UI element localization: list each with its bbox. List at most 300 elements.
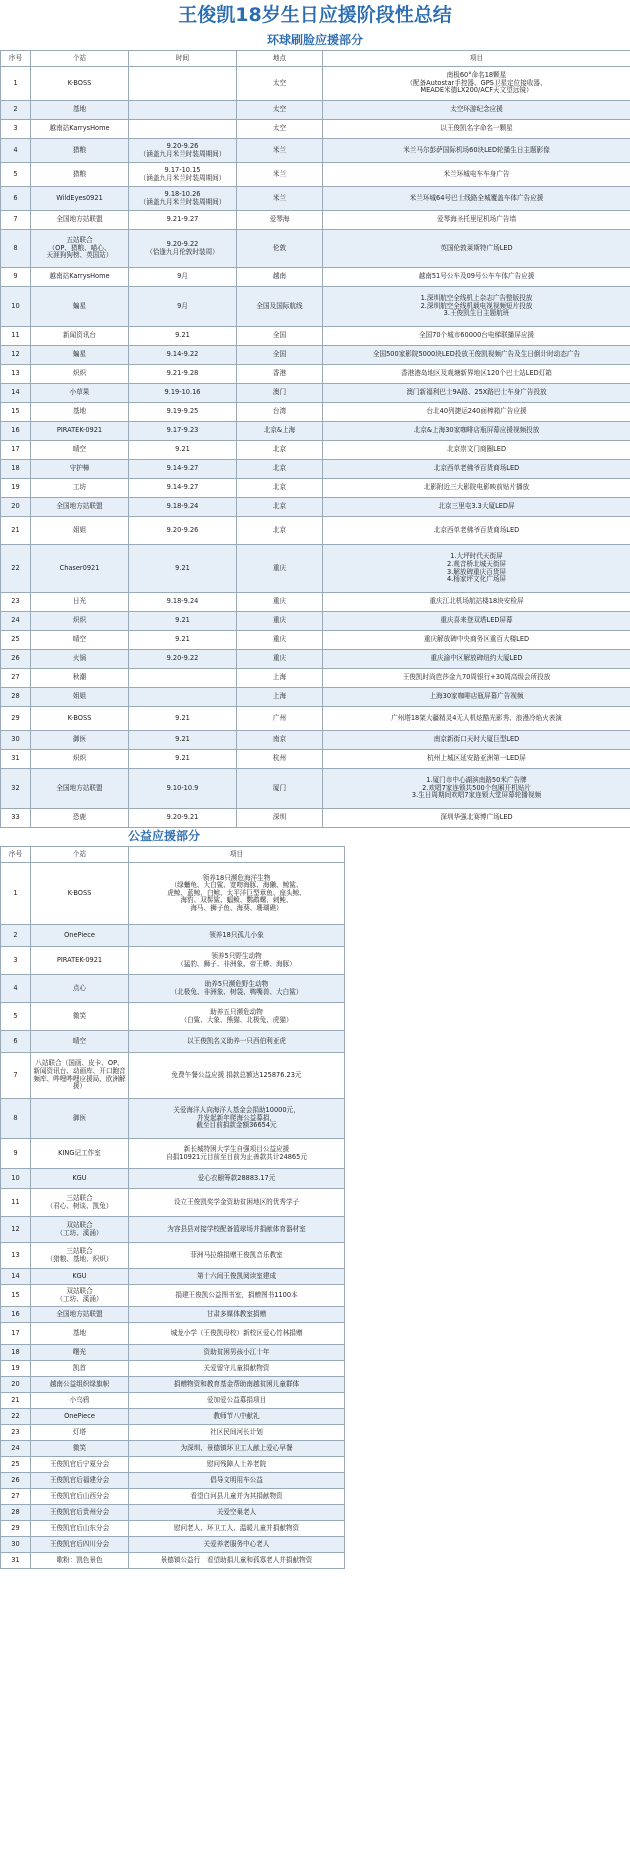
cell-project: 爱琴海圣托里尼机场广告墙 bbox=[323, 211, 630, 230]
table-header-row bbox=[1, 847, 345, 863]
cell-no: 2 bbox=[1, 925, 31, 947]
cell-project: 台北40列捷运240面棒箱广告应援 bbox=[323, 403, 630, 422]
cell-project: 重庆喜来登双塔LED屏幕 bbox=[323, 612, 630, 631]
table-row bbox=[1, 593, 630, 612]
table-row bbox=[1, 230, 630, 268]
cell-no: 4 bbox=[1, 139, 31, 163]
table-row bbox=[1, 1323, 345, 1345]
table-row bbox=[1, 120, 630, 139]
cell-no: 4 bbox=[1, 975, 31, 1003]
cell-no: 20 bbox=[1, 1377, 31, 1393]
cell-site: 晴空 bbox=[31, 631, 129, 650]
cell-project: 为深圳、景德镇环卫工人献上爱心早餐 bbox=[129, 1441, 345, 1457]
table-row bbox=[1, 925, 345, 947]
table-row bbox=[1, 1269, 345, 1285]
table-row bbox=[1, 441, 630, 460]
cell-no: 25 bbox=[1, 1457, 31, 1473]
cell-project: 重庆江北机场航站楼18块安检屏 bbox=[323, 593, 630, 612]
cell-time bbox=[129, 101, 237, 120]
cell-site: 全国地方站联盟 bbox=[31, 1307, 129, 1323]
cell-project: 教师节八中献礼 bbox=[129, 1409, 345, 1425]
cell-no: 22 bbox=[1, 1409, 31, 1425]
table-row bbox=[1, 750, 630, 769]
table-row bbox=[1, 650, 630, 669]
cell-no: 33 bbox=[1, 809, 31, 828]
cell-no: 28 bbox=[1, 688, 31, 707]
cell-site: 歌粉：凯色景色 bbox=[31, 1553, 129, 1569]
table-row bbox=[1, 163, 630, 187]
cell-place: 爱琴海 bbox=[237, 211, 323, 230]
cell-place: 厦门 bbox=[237, 769, 323, 809]
table-row bbox=[1, 1393, 345, 1409]
cell-place: 杭州 bbox=[237, 750, 323, 769]
cell-no: 12 bbox=[1, 346, 31, 365]
table-row bbox=[1, 1099, 345, 1139]
cell-time: 9.20-9.22 bbox=[129, 650, 237, 669]
table-row bbox=[1, 139, 630, 163]
table-row bbox=[1, 1457, 345, 1473]
cell-no: 6 bbox=[1, 187, 31, 211]
cell-site: 小乌鸦 bbox=[31, 1393, 129, 1409]
cell-site: 基地 bbox=[31, 101, 129, 120]
cell-project: 北影附近三大影院电影映前贴片播放 bbox=[323, 479, 630, 498]
cell-place: 全国 bbox=[237, 327, 323, 346]
cell-project: 慰问残障人士养老院 bbox=[129, 1457, 345, 1473]
cell-no: 10 bbox=[1, 287, 31, 327]
cell-no: 14 bbox=[1, 384, 31, 403]
table-row bbox=[1, 211, 630, 230]
cell-site: 工坊 bbox=[31, 479, 129, 498]
table-row bbox=[1, 1217, 345, 1243]
cell-site: 秋潮 bbox=[31, 669, 129, 688]
cell-project: 杭州上城区延安路亚洲第一LED屏 bbox=[323, 750, 630, 769]
cell-no: 1 bbox=[1, 67, 31, 101]
cell-site: 姐姐 bbox=[31, 517, 129, 545]
cell-project: 米兰环城电车车身广告 bbox=[323, 163, 630, 187]
cell-place: 重庆 bbox=[237, 612, 323, 631]
cell-no: 23 bbox=[1, 1425, 31, 1441]
cell-no: 9 bbox=[1, 1139, 31, 1169]
cell-no: 29 bbox=[1, 1521, 31, 1537]
cell-site: 御医 bbox=[31, 731, 129, 750]
cell-no: 29 bbox=[1, 707, 31, 731]
cell-site: 炽炽 bbox=[31, 612, 129, 631]
cell-time: 9月 bbox=[129, 268, 237, 287]
cell-time bbox=[129, 669, 237, 688]
header-site: 个站 bbox=[31, 51, 129, 67]
cell-time: 9.17-9.23 bbox=[129, 422, 237, 441]
page-title: 王俊凯18岁生日应援阶段性总结 bbox=[178, 4, 452, 27]
cell-project: 捐赠物资和教育基金帮助南越贫困儿童群体 bbox=[129, 1377, 345, 1393]
cell-site: Chaser0921 bbox=[31, 545, 129, 593]
header-project: 项目 bbox=[323, 51, 630, 67]
cell-project: 1.厦门市中心湖滨南路50米广告牌 2.欢唱7家连锁共500个包厢开机贴片 3.生日周期间欢唱7家连锁大堂屏幕轮播视频 bbox=[323, 769, 630, 809]
cell-project: 倡导文明用车公益 bbox=[129, 1473, 345, 1489]
cell-project: 社区民间河长计划 bbox=[129, 1425, 345, 1441]
table-row bbox=[1, 1537, 345, 1553]
cell-place: 太空 bbox=[237, 67, 323, 101]
table-row bbox=[1, 809, 630, 828]
table-row bbox=[1, 707, 630, 731]
cell-time: 9.21-9.27 bbox=[129, 211, 237, 230]
table-row bbox=[1, 1553, 345, 1569]
cell-time: 9月 bbox=[129, 287, 237, 327]
cell-place: 北京 bbox=[237, 498, 323, 517]
cell-time: 9.17-10.15 （涵盖九月米兰时装周期间） bbox=[129, 163, 237, 187]
cell-site: 越南公益组织绿旗帜 bbox=[31, 1377, 129, 1393]
cell-time: 9.18-9.24 bbox=[129, 498, 237, 517]
cell-site: 点心 bbox=[31, 975, 129, 1003]
cell-site: 炽炽 bbox=[31, 365, 129, 384]
cell-project: 以王俊凯名义助养一只西伯利亚虎 bbox=[129, 1031, 345, 1053]
cell-project: 1.深圳航空全线机上杂志广告整版投放 2.深圳航空全线机载电视视频短片投放 3.王俊凯生日主题航班 bbox=[323, 287, 630, 327]
cell-time: 9.20-9.21 bbox=[129, 809, 237, 828]
cell-time: 9.21 bbox=[129, 545, 237, 593]
cell-site: 基地 bbox=[31, 1323, 129, 1345]
cell-time bbox=[129, 67, 237, 101]
cell-site: 小草果 bbox=[31, 384, 129, 403]
cell-place: 太空 bbox=[237, 101, 323, 120]
cell-time: 9.19-9.25 bbox=[129, 403, 237, 422]
table-row bbox=[1, 1473, 345, 1489]
cell-no: 30 bbox=[1, 731, 31, 750]
table-row bbox=[1, 612, 630, 631]
cell-no: 21 bbox=[1, 517, 31, 545]
cell-project: 关爱海洋人向海洋人基金会捐助10000元， 并发起新年爬海公益募捐， 截至目前捐款金额36654元 bbox=[129, 1099, 345, 1139]
cell-project: 助养五只濒危动物 （白鲨、大象、熊猫、北极兔、虎猫） bbox=[129, 1003, 345, 1031]
cell-project: 广州塔18架大疆精灵4无人机炫酷光影秀、浪漫冷焰火表演 bbox=[323, 707, 630, 731]
cell-project: 重庆渝中区解放碑纽约大厦LED bbox=[323, 650, 630, 669]
cell-place: 全国 bbox=[237, 346, 323, 365]
cell-site: 晴空 bbox=[31, 1031, 129, 1053]
cell-site: 三站联合 （猎粮、基地、炽炽） bbox=[31, 1243, 129, 1269]
cell-project: 澳门新福利巴士9A路、25X路巴士车身广告投放 bbox=[323, 384, 630, 403]
cell-project: 景德镇公益行 看望助捐儿童和孤寡老人并捐献物资 bbox=[129, 1553, 345, 1569]
table-row bbox=[1, 545, 630, 593]
cell-place: 重庆 bbox=[237, 545, 323, 593]
table-row bbox=[1, 1377, 345, 1393]
cell-site: 双站联合 （工坊、溪涌） bbox=[31, 1285, 129, 1307]
header-place: 地点 bbox=[237, 51, 323, 67]
cell-project: 太空环游纪念应援 bbox=[323, 101, 630, 120]
table-row bbox=[1, 1031, 345, 1053]
cell-time: 9.19-10.16 bbox=[129, 384, 237, 403]
cell-no: 16 bbox=[1, 422, 31, 441]
cell-no: 18 bbox=[1, 460, 31, 479]
cell-site: 猎粮 bbox=[31, 163, 129, 187]
cell-site: 猎粮 bbox=[31, 139, 129, 163]
cell-project: 关爱养老服务中心老人 bbox=[129, 1537, 345, 1553]
cell-project: 甘肃多媒体教室捐赠 bbox=[129, 1307, 345, 1323]
table-row bbox=[1, 479, 630, 498]
cell-no: 22 bbox=[1, 545, 31, 593]
cell-project: 北京三里屯3.3大厦LED屏 bbox=[323, 498, 630, 517]
table-row bbox=[1, 731, 630, 750]
cell-no: 3 bbox=[1, 120, 31, 139]
cell-place: 米兰 bbox=[237, 163, 323, 187]
cell-site: K-BOSS bbox=[31, 707, 129, 731]
cell-no: 5 bbox=[1, 163, 31, 187]
cell-site: 王俊凯官后福建分会 bbox=[31, 1473, 129, 1489]
cell-time: 9.18-10.26 （涵盖九月米兰时装周期间） bbox=[129, 187, 237, 211]
cell-site: 王俊凯官后山西分会 bbox=[31, 1489, 129, 1505]
cell-no: 21 bbox=[1, 1393, 31, 1409]
cell-time: 9.10-10.9 bbox=[129, 769, 237, 809]
cell-place: 香港 bbox=[237, 365, 323, 384]
table-row bbox=[1, 67, 630, 101]
cell-no: 27 bbox=[1, 669, 31, 688]
cell-project: 全国70个城市60000台电梯联播屏应援 bbox=[323, 327, 630, 346]
cell-place: 北京 bbox=[237, 479, 323, 498]
cell-no: 10 bbox=[1, 1169, 31, 1189]
table-row bbox=[1, 1409, 345, 1425]
cell-project: 香港港岛地区及观塘新界地区120个巴士站LED灯箱 bbox=[323, 365, 630, 384]
global-support-table bbox=[0, 50, 630, 828]
cell-no: 5 bbox=[1, 1003, 31, 1031]
cell-no: 15 bbox=[1, 403, 31, 422]
cell-no: 1 bbox=[1, 863, 31, 925]
cell-time: 9.14-9.27 bbox=[129, 460, 237, 479]
cell-time: 9.20-9.26 （涵盖九月米兰时装周期间） bbox=[129, 139, 237, 163]
cell-site: 微笑 bbox=[31, 1441, 129, 1457]
cell-no: 30 bbox=[1, 1537, 31, 1553]
table-row bbox=[1, 1285, 345, 1307]
cell-time: 9.21 bbox=[129, 707, 237, 731]
cell-no: 8 bbox=[1, 1099, 31, 1139]
table-row bbox=[1, 1505, 345, 1521]
cell-no: 32 bbox=[1, 769, 31, 809]
header-project: 项目 bbox=[129, 847, 345, 863]
cell-place: 北京 bbox=[237, 460, 323, 479]
cell-no: 17 bbox=[1, 441, 31, 460]
cell-site: 全国地方站联盟 bbox=[31, 211, 129, 230]
cell-no: 13 bbox=[1, 365, 31, 384]
cell-project: 关爱留守儿童捐献物资 bbox=[129, 1361, 345, 1377]
table-row bbox=[1, 1361, 345, 1377]
cell-no: 11 bbox=[1, 1189, 31, 1217]
cell-no: 7 bbox=[1, 211, 31, 230]
table-row bbox=[1, 688, 630, 707]
charity-support-table bbox=[0, 846, 345, 1569]
cell-no: 31 bbox=[1, 1553, 31, 1569]
cell-place: 台湾 bbox=[237, 403, 323, 422]
cell-site: 基地 bbox=[31, 403, 129, 422]
cell-project: 设立王俊凯奖学金资助贫困地区的优秀学子 bbox=[129, 1189, 345, 1217]
cell-site: 姐姐 bbox=[31, 688, 129, 707]
cell-site: 八站联合（国画、皮卡、OP、新闻资讯台、动画库、开口跑音频库、哔哩哔哩应援局、欧洲解援） bbox=[31, 1053, 129, 1099]
cell-project: 第十六间王俊凯阅读室建成 bbox=[129, 1269, 345, 1285]
cell-project: 上海30家咖啡店瓶屏幕广告视频 bbox=[323, 688, 630, 707]
cell-place: 上海 bbox=[237, 688, 323, 707]
table-row bbox=[1, 268, 630, 287]
cell-project: 关爱空巢老人 bbox=[129, 1505, 345, 1521]
cell-site: 蝙星 bbox=[31, 287, 129, 327]
cell-no: 18 bbox=[1, 1345, 31, 1361]
cell-time: 9.20-9.22 （恰逢九月伦敦时装周） bbox=[129, 230, 237, 268]
cell-no: 12 bbox=[1, 1217, 31, 1243]
cell-site: 王俊凯官后贵州分会 bbox=[31, 1505, 129, 1521]
cell-project: 领养18只濒危海洋生物 （绿蠵龟、大白鲨、宽吻海豚、海獭、鲸鲨、 虎鲸、蓝鲸、白鲸、太平洋巨型章鱼、座头鲸、 海豹、双髻鲨、蝠鲼、鹦鹉螺、刺鲀、 海马、狮子鱼、海葵、珊瑚礁） bbox=[129, 863, 345, 925]
cell-place: 重庆 bbox=[237, 631, 323, 650]
cell-site: 凯首 bbox=[31, 1361, 129, 1377]
cell-site: 全国地方站联盟 bbox=[31, 769, 129, 809]
cell-time: 9.21 bbox=[129, 631, 237, 650]
cell-no: 24 bbox=[1, 1441, 31, 1457]
cell-site: OnePiece bbox=[31, 1409, 129, 1425]
cell-place: 南京 bbox=[237, 731, 323, 750]
cell-project: 北京西单老佛爷百货商场LED bbox=[323, 460, 630, 479]
cell-no: 14 bbox=[1, 1269, 31, 1285]
cell-place: 全国及国际航线 bbox=[237, 287, 323, 327]
table-row bbox=[1, 403, 630, 422]
cell-place: 北京 bbox=[237, 517, 323, 545]
table-row bbox=[1, 1189, 345, 1217]
cell-site: K-BOSS bbox=[31, 67, 129, 101]
cell-time: 9.14-9.22 bbox=[129, 346, 237, 365]
cell-project: 爱心衣橱筹款28883.17元 bbox=[129, 1169, 345, 1189]
cell-site: 五站联合 （OP、猎粮、喵心、 天涯狗狗榜、英国站） bbox=[31, 230, 129, 268]
table-row bbox=[1, 187, 630, 211]
cell-time: 9.21 bbox=[129, 612, 237, 631]
cell-place: 澳门 bbox=[237, 384, 323, 403]
cell-no: 7 bbox=[1, 1053, 31, 1099]
cell-place: 广州 bbox=[237, 707, 323, 731]
cell-site: 越南站KarrysHome bbox=[31, 120, 129, 139]
header-site: 个站 bbox=[31, 847, 129, 863]
table-row bbox=[1, 669, 630, 688]
table-row bbox=[1, 863, 345, 925]
table-row bbox=[1, 1489, 345, 1505]
table-row bbox=[1, 365, 630, 384]
cell-project: 英国伦敦莱斯特广场LED bbox=[323, 230, 630, 268]
cell-site: 守护樟 bbox=[31, 460, 129, 479]
cell-project: 南极60°命名18颗星 （配备Autostar手控器、GPS卫星定位接收器、 MEADE米德LX200/ACF天文望远镜） bbox=[323, 67, 630, 101]
cell-project: 北京崇文门商圈LED bbox=[323, 441, 630, 460]
table-row bbox=[1, 384, 630, 403]
cell-no: 16 bbox=[1, 1307, 31, 1323]
table-row bbox=[1, 975, 345, 1003]
cell-time: 9.21 bbox=[129, 327, 237, 346]
table-row bbox=[1, 460, 630, 479]
cell-no: 25 bbox=[1, 631, 31, 650]
table-row bbox=[1, 769, 630, 809]
cell-site: 曙光 bbox=[31, 1345, 129, 1361]
cell-no: 3 bbox=[1, 947, 31, 975]
cell-site: 新闻资讯台 bbox=[31, 327, 129, 346]
cell-place: 米兰 bbox=[237, 187, 323, 211]
cell-time: 9.14-9.27 bbox=[129, 479, 237, 498]
cell-project: 菲洲马拉维捐赠王俊凯音乐教室 bbox=[129, 1243, 345, 1269]
cell-place: 深圳 bbox=[237, 809, 323, 828]
section-heading-charity: 公益应援部分 bbox=[128, 829, 201, 844]
table-row bbox=[1, 1425, 345, 1441]
table-row bbox=[1, 327, 630, 346]
cell-no: 19 bbox=[1, 479, 31, 498]
cell-place: 米兰 bbox=[237, 139, 323, 163]
cell-project: 新长城特困大学生自强项目公益应援 自捐10921元目前至目前为止善款共计24865元 bbox=[129, 1139, 345, 1169]
cell-project: 1.大坪时代天街屏 2.观音桥北城天街屏 3.解放碑重庆百货屏 4.杨家坪文化广场屏 bbox=[323, 545, 630, 593]
cell-project: 米兰环城64号巴士线路全城覆盖车体广告应援 bbox=[323, 187, 630, 211]
header-no: 序号 bbox=[1, 847, 31, 863]
table-row bbox=[1, 1053, 345, 1099]
cell-project: 为容县县对接学校配备篮球场并捐献体育器材室 bbox=[129, 1217, 345, 1243]
cell-no: 2 bbox=[1, 101, 31, 120]
cell-project: 以王俊凯名字命名一颗星 bbox=[323, 120, 630, 139]
cell-no: 15 bbox=[1, 1285, 31, 1307]
cell-site: 越南站KarrysHome bbox=[31, 268, 129, 287]
cell-no: 9 bbox=[1, 268, 31, 287]
cell-project: 北京&上海30家咖啡店瓶屏幕应援视频投放 bbox=[323, 422, 630, 441]
cell-no: 6 bbox=[1, 1031, 31, 1053]
cell-site: OnePiece bbox=[31, 925, 129, 947]
cell-site: 王俊凯官后四川分会 bbox=[31, 1537, 129, 1553]
cell-site: 灯塔 bbox=[31, 1425, 129, 1441]
cell-project: 城龙小学（王俊凯母校）新校区爱心竹林捐赠 bbox=[129, 1323, 345, 1345]
table-row bbox=[1, 631, 630, 650]
cell-site: WildEyes0921 bbox=[31, 187, 129, 211]
cell-no: 20 bbox=[1, 498, 31, 517]
header-time: 时间 bbox=[129, 51, 237, 67]
cell-place: 上海 bbox=[237, 669, 323, 688]
cell-project: 重庆解放碑中央商务区重百大楼LED bbox=[323, 631, 630, 650]
cell-site: PIRATEK-0921 bbox=[31, 422, 129, 441]
cell-project: 看望白河县儿童并为其捐献物资 bbox=[129, 1489, 345, 1505]
cell-site: PIRATEK-0921 bbox=[31, 947, 129, 975]
cell-project: 领养5只野生动物 （猛豹、狮子、非洲象、帝王蟒、海豚） bbox=[129, 947, 345, 975]
cell-time: 9.18-9.24 bbox=[129, 593, 237, 612]
table-row bbox=[1, 422, 630, 441]
cell-site: KGU bbox=[31, 1169, 129, 1189]
cell-site: 三站联合 （君心、树谈、凯兔） bbox=[31, 1189, 129, 1217]
table-row bbox=[1, 287, 630, 327]
cell-site: 恐鹿 bbox=[31, 809, 129, 828]
cell-no: 26 bbox=[1, 650, 31, 669]
cell-no: 27 bbox=[1, 1489, 31, 1505]
cell-project: 北京西单老佛爷百货商场LED bbox=[323, 517, 630, 545]
cell-site: KGU bbox=[31, 1269, 129, 1285]
table-row bbox=[1, 346, 630, 365]
cell-project: 免费午餐公益应援 捐款总额达125876.23元 bbox=[129, 1053, 345, 1099]
cell-site: 王俊凯官后山东分会 bbox=[31, 1521, 129, 1537]
table-row bbox=[1, 1345, 345, 1361]
cell-project: 爱加爱公益募捐项目 bbox=[129, 1393, 345, 1409]
table-row bbox=[1, 1139, 345, 1169]
cell-place: 北京&上海 bbox=[237, 422, 323, 441]
cell-site: 王俊凯官后宁夏分会 bbox=[31, 1457, 129, 1473]
cell-project: 领养18只孤儿小象 bbox=[129, 925, 345, 947]
cell-project: 米兰马尔彭萨国际机场60块LED轮播生日主题影像 bbox=[323, 139, 630, 163]
cell-no: 8 bbox=[1, 230, 31, 268]
cell-place: 重庆 bbox=[237, 650, 323, 669]
cell-time: 9.21 bbox=[129, 750, 237, 769]
cell-place: 伦敦 bbox=[237, 230, 323, 268]
cell-project: 深圳华强北赛博广场LED bbox=[323, 809, 630, 828]
table-row bbox=[1, 101, 630, 120]
table-row bbox=[1, 1003, 345, 1031]
table-row bbox=[1, 947, 345, 975]
cell-site: 晴空 bbox=[31, 441, 129, 460]
cell-time: 9.21 bbox=[129, 731, 237, 750]
cell-place: 越南 bbox=[237, 268, 323, 287]
cell-time bbox=[129, 688, 237, 707]
table-row bbox=[1, 517, 630, 545]
cell-no: 11 bbox=[1, 327, 31, 346]
cell-project: 捐建王俊凯公益图书室，捐赠图书1100本 bbox=[129, 1285, 345, 1307]
cell-site: 御医 bbox=[31, 1099, 129, 1139]
cell-no: 24 bbox=[1, 612, 31, 631]
cell-site: 炽炽 bbox=[31, 750, 129, 769]
cell-no: 19 bbox=[1, 1361, 31, 1377]
